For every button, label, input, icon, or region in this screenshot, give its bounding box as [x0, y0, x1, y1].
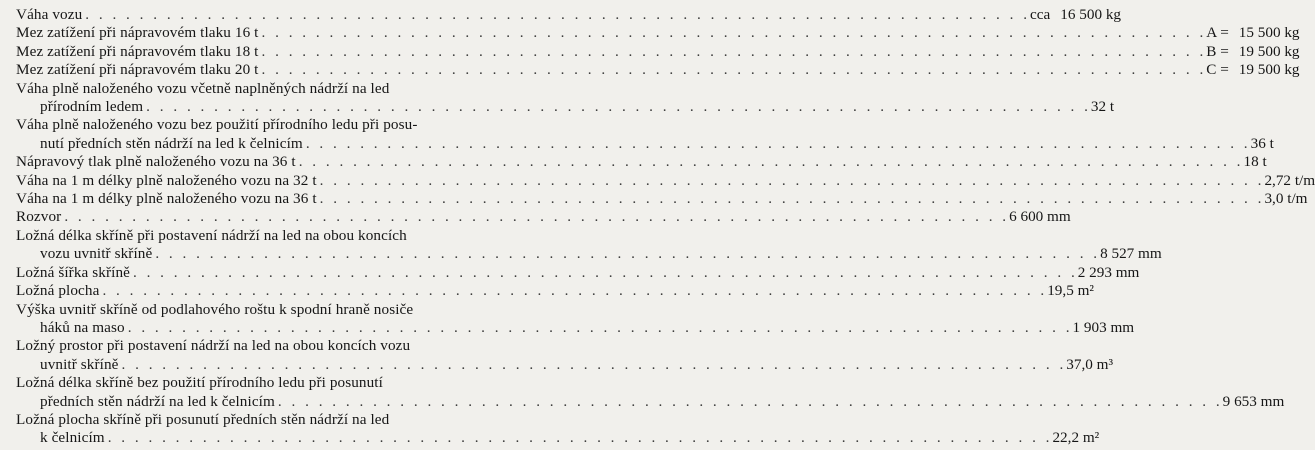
spec-value: 22,2 m² — [1052, 429, 1100, 447]
spec-value-cell — [1264, 190, 1307, 208]
spec-value-cell — [1066, 356, 1113, 374]
spec-value-cell — [1047, 282, 1094, 300]
spec-row — [16, 6, 1122, 24]
spec-value-cell — [1206, 24, 1299, 42]
spec-value-cell — [1009, 208, 1071, 226]
spec-label-cell — [16, 356, 1066, 374]
spec-label: Mez zatížení při nápravovém tlaku 16 t — [16, 24, 259, 42]
spec-label: Ložná šířka skříně — [16, 263, 130, 281]
spec-label-cell — [16, 264, 1078, 282]
spec-value: 9 653 mm — [1222, 392, 1285, 410]
spec-label-cell — [16, 116, 580, 134]
spec-label-cell — [16, 208, 1009, 226]
spec-value: 18 t — [1243, 153, 1267, 171]
spec-label-cell — [16, 190, 1264, 208]
spec-label-cell — [16, 245, 1100, 263]
spec-label: Ložná plocha — [16, 282, 100, 300]
spec-table — [16, 6, 1315, 448]
spec-label: Váha na 1 m délky plně naloženého vozu na 32 t — [16, 171, 317, 189]
spec-value: 6 600 mm — [1009, 208, 1071, 226]
spec-label: Ložná plocha skříně při posunutí předních stěn nádrží na led — [16, 410, 390, 428]
spec-label: přírodním ledem — [40, 98, 144, 116]
spec-label: Mez zatížení při nápravovém tlaku 18 t — [16, 42, 259, 60]
spec-value: 36 t — [1250, 134, 1274, 152]
spec-value-cell — [1223, 393, 1285, 411]
spec-prefix: A = — [1206, 24, 1229, 42]
spec-label-cell — [16, 80, 580, 98]
spec-value: 2,72 t/m — [1264, 171, 1315, 189]
spec-row — [16, 208, 1071, 226]
spec-label-cell — [16, 301, 580, 319]
spec-row — [16, 134, 1274, 153]
spec-row — [16, 98, 1115, 116]
spec-label: Váha plně naloženého vozu včetně naplněných nádrží na led — [16, 79, 390, 97]
spec-row — [16, 245, 1162, 263]
spec-label: Nápravový tlak plně naloženého vozu na 36 t — [16, 153, 296, 171]
leader-dots — [320, 190, 1265, 208]
spec-prefix: B = — [1206, 42, 1229, 60]
spec-label-cell — [16, 337, 580, 355]
spec-value: 37,0 m³ — [1066, 355, 1114, 373]
spec-value-cell — [1100, 245, 1162, 263]
spec-row — [16, 24, 1300, 42]
spec-prefix: C = — [1206, 61, 1229, 79]
spec-label: nutí předních stěn nádrží na led k čelnicím — [40, 134, 303, 152]
spec-row — [16, 42, 1300, 61]
spec-label: Váha plně naloženého vozu bez použití přírodního ledu při posu- — [16, 116, 418, 134]
leader-dots — [133, 264, 1078, 282]
leader-dots — [320, 172, 1265, 190]
spec-value-cell — [1251, 135, 1274, 153]
spec-label-cell — [16, 6, 1030, 24]
spec-row — [16, 355, 1114, 374]
spec-row — [16, 429, 1100, 447]
spec-label-cell — [16, 374, 580, 392]
leader-dots — [122, 356, 1067, 374]
leader-dots — [146, 98, 1091, 116]
spec-label-cell — [16, 393, 1223, 411]
spec-label-cell — [16, 98, 1091, 116]
spec-value: 19 500 kg — [1238, 61, 1300, 79]
spec-value: 32 t — [1090, 98, 1115, 116]
leader-dots — [262, 43, 1207, 61]
spec-row — [16, 190, 1308, 208]
spec-row — [16, 318, 1135, 337]
spec-label-cell — [16, 61, 1206, 79]
spec-label: vozu uvnitř skříně — [40, 245, 153, 263]
spec-value-cell — [1091, 98, 1114, 116]
leader-dots — [262, 24, 1207, 42]
leader-dots — [299, 153, 1244, 171]
spec-value-cell — [1078, 264, 1140, 282]
spec-value: 3,0 t/m — [1264, 190, 1308, 208]
leader-dots — [306, 135, 1251, 153]
spec-value-cell — [1030, 6, 1121, 24]
spec-label: Rozvor — [16, 208, 62, 226]
spec-label-cell — [16, 411, 580, 429]
spec-value-cell — [1052, 429, 1099, 447]
leader-dots — [85, 6, 1030, 24]
spec-label-cell — [16, 153, 1243, 171]
spec-label-cell — [16, 282, 1047, 300]
spec-value: 1 903 mm — [1072, 318, 1135, 336]
spec-label-cell — [16, 24, 1206, 42]
spec-value-cell — [1072, 319, 1134, 337]
spec-row — [16, 153, 1267, 171]
spec-row — [16, 61, 1300, 79]
spec-label: předních stěn nádrží na led k čelnicím — [40, 392, 275, 410]
spec-value-cell — [1206, 43, 1299, 61]
spec-prefix: cca — [1030, 6, 1051, 23]
spec-row — [16, 282, 1094, 300]
spec-value: 15 500 kg — [1238, 24, 1300, 42]
spec-row — [16, 227, 728, 245]
spec-label-cell — [16, 43, 1206, 61]
spec-value-cell — [1243, 153, 1266, 171]
spec-value: 19 500 kg — [1238, 42, 1300, 60]
spec-label-cell — [16, 172, 1264, 190]
spec-label-cell — [16, 135, 1251, 153]
spec-row — [16, 116, 728, 134]
leader-dots — [108, 429, 1053, 447]
spec-row — [16, 263, 1140, 282]
spec-label: Ložná délka skříně bez použití přírodního ledu při posunutí — [16, 374, 383, 392]
spec-label-cell — [16, 227, 580, 245]
spec-value-cell — [1264, 172, 1315, 190]
leader-dots — [64, 208, 1009, 226]
spec-label-cell — [16, 319, 1072, 337]
spec-label: Ložný prostor při postavení nádrží na led na obou koncích vozu — [16, 337, 411, 355]
spec-value: 19,5 m² — [1047, 282, 1094, 300]
spec-value: 8 527 mm — [1100, 245, 1162, 263]
leader-dots — [102, 282, 1047, 300]
leader-dots — [278, 393, 1223, 411]
spec-value-cell — [1206, 61, 1299, 79]
leader-dots — [262, 61, 1207, 79]
spec-label: Výška uvnitř skříně od podlahového roštu k spodní hraně nosiče — [16, 300, 414, 318]
spec-label: Váha na 1 m délky plně naloženého vozu na 36 t — [16, 190, 317, 208]
spec-row — [16, 80, 728, 98]
spec-label: Mez zatížení při nápravovém tlaku 20 t — [16, 61, 259, 79]
spec-label: Ložná délka skříně při postavení nádrží na led na obou koncích — [16, 226, 407, 244]
leader-dots — [155, 245, 1100, 263]
spec-row — [16, 171, 1315, 190]
spec-row — [16, 411, 728, 429]
spec-row — [16, 301, 728, 319]
spec-row — [16, 337, 728, 355]
spec-label: uvnitř skříně — [40, 355, 119, 373]
spec-row — [16, 392, 1285, 411]
spec-label: k čelnicím — [40, 429, 105, 447]
spec-value: 2 293 mm — [1077, 263, 1140, 281]
spec-label: Váha vozu — [16, 6, 83, 23]
spec-row — [16, 374, 728, 392]
spec-label: háků na maso — [40, 318, 125, 336]
spec-label-cell — [16, 429, 1052, 447]
spec-value: 16 500 kg — [1060, 6, 1122, 23]
leader-dots — [128, 319, 1073, 337]
